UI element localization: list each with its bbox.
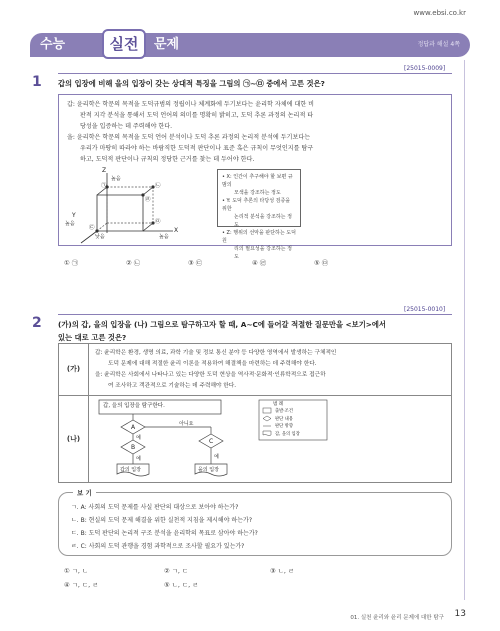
flow-b-label: B [131, 444, 136, 451]
legend-line: • Z: 행위의 선악을 판단하는 도덕 원 [222, 230, 296, 244]
axis-legend [217, 169, 301, 260]
point-label: ㉢ [89, 225, 95, 231]
q2-question [58, 318, 452, 344]
q1-option-4[interactable]: ④ ㉣ [252, 259, 267, 267]
bogi-item: ㄴ. B: 현실의 도덕 문제 해결을 위한 실천적 지침을 제시해야 하는가? [71, 517, 252, 524]
flow-no-label: 아니요 [179, 421, 194, 427]
point-label: ㉡ [155, 183, 161, 189]
row-label-ga: (가) [59, 344, 89, 395]
q2-option-3[interactable]: ③ ㄴ, ㄹ [270, 567, 295, 575]
passage-line: 갑: 윤리학은 환경, 생명 의료, 과학 기술 및 정보 통신 분야 등 다양한 영역에서 발생하는 구체적인 [95, 350, 337, 356]
q1-divider [58, 73, 452, 74]
legend-line: 논리적 분석을 강조하는 정도 [234, 214, 292, 228]
bogi-box [58, 489, 452, 556]
q2-row-na [59, 396, 451, 482]
bogi-item: ㄹ. C: 사회의 도덕 관행을 경험 과학적으로 조사할 필요가 있는가? [71, 543, 245, 550]
q2-option-2[interactable]: ② ㄱ, ㄷ [164, 567, 189, 575]
flow-legend-item: 판단 방향 [275, 424, 293, 429]
bogi-item: ㄷ. B: 도덕 판단의 논리적 구조 분석을 윤리학의 목표로 삼아야 하는가? [71, 530, 258, 537]
axis-y-label: Y [72, 212, 76, 219]
banner-exam-label: 수능 [40, 37, 66, 52]
margin-line [464, 60, 465, 600]
flow-start-text: 갑, 을의 입장을 탐구한다. [103, 403, 165, 409]
flow-output-gap-text: 갑의 입장 [120, 467, 141, 473]
point-label: ㉠ [101, 183, 107, 189]
passage-line: 을: 윤리학은 사회에서 나타나고 있는 다양한 도덕 현상을 역사적·문화적·인류학적으로 접근하 [95, 372, 326, 378]
axis-x-label: X [174, 227, 179, 234]
axis-x-high: 높음 [159, 234, 169, 240]
flow-output-eul-text: 을의 입장 [198, 467, 219, 473]
passage-line: 여 조사하고 객관적으로 기술하는 데 주력해야 한다. [108, 383, 237, 389]
passage-line: 을: 윤리학은 학문의 목적을 도덕 언어 분석이나 도덕 추론 과정의 논리적 분석에 두기보다는 [67, 134, 311, 141]
q2-question-line: 있는 대로 고른 것은? [58, 333, 127, 342]
cube-diagram [67, 167, 217, 247]
bogi-title: 보 기 [73, 488, 96, 497]
q2-row-ga [59, 344, 451, 396]
flow-yes-label: 예 [136, 456, 141, 462]
q1-passage [67, 99, 447, 165]
q2-passage [95, 348, 445, 392]
page-number: 13 [454, 609, 466, 619]
point-label: ㉣ [145, 197, 151, 203]
q2-option-1[interactable]: ① ㄱ, ㄴ [64, 567, 89, 575]
legend-line: • Y: 도덕 추론의 타당성 검증을 위한 [222, 198, 291, 212]
flow-legend-item: 판단 내용 [275, 417, 293, 422]
flow-yes-label: 예 [214, 454, 219, 460]
site-url: www.ebsi.co.kr [413, 9, 466, 17]
q2-option-4[interactable]: ④ ㄱ, ㄷ, ㄹ [64, 581, 99, 589]
legend-line: 리의 필요성을 강조하는 정도 [234, 246, 292, 260]
passage-line: 도덕 문제에 대해 적절한 윤리 이론을 적용하여 해결책을 마련하는 데 주력해야 한다. [108, 361, 317, 367]
point-label: ㉤ [155, 219, 161, 225]
q1-number: 1 [32, 74, 42, 90]
q2-option-5[interactable]: ⑤ ㄴ, ㄷ, ㄹ [164, 581, 199, 589]
legend-line: 모색을 강조하는 정도 [234, 190, 281, 196]
bogi-item: ㄱ. A: 사회의 도덕 문제를 사실 판단의 대상으로 보아야 하는가? [71, 504, 239, 511]
row-label-na: (나) [59, 396, 89, 482]
banner-title: 문제 [154, 37, 180, 52]
passage-line: 당성을 입증하는 데 주력해야 한다. [80, 123, 173, 130]
axis-z-high: 높음 [111, 176, 121, 182]
q1-option-2[interactable]: ② ㉡ [126, 259, 141, 267]
legend-line: • X: 인간이 추구해야 할 보편 규범의 [222, 174, 293, 188]
passage-line: 판적 지각 분석을 통해서 도덕 언어의 의미를 명확히 밝히고, 도덕 추론 과정의 논리적 타 [80, 112, 314, 119]
q1-option-5[interactable]: ⑤ ㉤ [314, 259, 329, 267]
q2-number: 2 [32, 315, 42, 331]
q1-option-3[interactable]: ③ ㉢ [188, 259, 203, 267]
q1-option-1[interactable]: ① ㉠ [64, 259, 79, 267]
section-banner [30, 33, 470, 57]
passage-line: 우리가 마땅히 따라야 하는 바람직한 도덕적 판단이나 표준 혹은 규칙이 무엇인지를 탐구 [80, 145, 314, 152]
q2-code: [25015-0010] [404, 306, 446, 313]
passage-line: 갑: 윤리학은 학문의 목적을 도덕규범의 정립이나 체계화에 두기보다는 윤리학 자체에 대한 비 [67, 101, 315, 108]
flow-a-label: A [131, 424, 136, 431]
answer-reference: 정답과 해설 4쪽 [417, 41, 460, 48]
flow-legend-item: 갑, 을의 입장 [275, 432, 300, 437]
axis-low: 낮음 [95, 234, 105, 240]
q1-question: 갑의 입장에 비해 을의 입장이 갖는 상대적 특징을 그림의 ㉠~㉤ 중에서 고른 것은? [58, 79, 325, 88]
q2-divider [58, 314, 452, 315]
q2-material-box [58, 343, 452, 483]
q2-question-line: (가)의 갑, 을의 입장을 (나) 그림으로 탐구하고자 할 때, A~C에 들어갈 적절한 질문만을 <보기>에서 [58, 320, 386, 329]
banner-tag: 실전 [102, 29, 146, 59]
flow-c-label: C [209, 438, 214, 445]
flow-yes-label: 예 [136, 435, 141, 441]
axis-y-high: 높음 [65, 221, 75, 227]
q1-passage-box [58, 94, 452, 260]
passage-line: 하고, 도덕적 판단이나 규칙의 정당한 근거를 찾는 데 두어야 한다. [80, 156, 255, 163]
q1-code: [25015-0009] [404, 65, 446, 72]
axis-z-label: Z [102, 167, 107, 174]
flow-legend-title: 범 례 [273, 402, 284, 407]
flow-legend-item: 출발·조건 [275, 409, 293, 414]
footer-chapter: 01. 실천 윤리와 윤리 문제에 대한 탐구 [350, 615, 444, 621]
